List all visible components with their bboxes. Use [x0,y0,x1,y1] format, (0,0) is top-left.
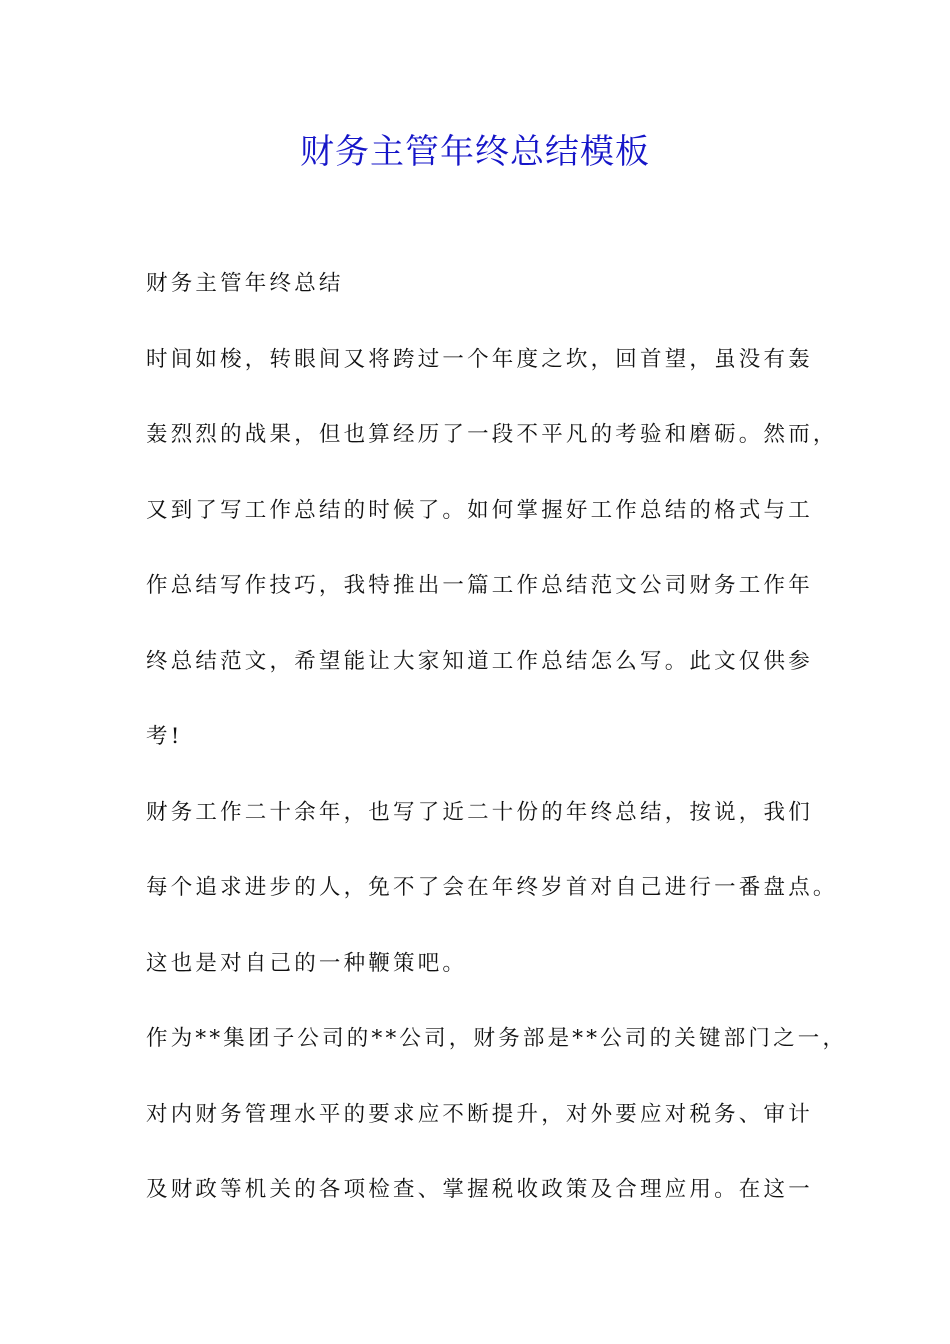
paragraph-line: 轰烈烈的战果，但也算经历了一段不平凡的考验和磨砺。然而， [146,422,838,447]
paragraph-line: 时间如梭，转眼间又将跨过一个年度之坎，回首望，虽没有轰 [146,346,813,372]
paragraph-line: 财务工作二十余年，也写了近二十份的年终总结，按说，我们 [146,799,813,825]
paragraph-line: 每个追求进步的人，免不了会在年终岁首对自己进行一番盘点。 [146,875,838,900]
document-title: 财务主管年终总结模板 [300,132,650,172]
paragraph-line: 这也是对自己的一种鞭策吧。 [146,950,468,976]
paragraph-line: 作为**集团子公司的**公司，财务部是**公司的关键部门之一， [146,1026,848,1051]
paragraph-line: 及财政等机关的各项检查、掌握税收政策及合理应用。在这一 [146,1177,813,1202]
paragraph-line: 又到了写工作总结的时候了。如何掌握好工作总结的格式与工 [146,497,813,523]
paragraph-line: 终总结范文，希望能让大家知道工作总结怎么写。此文仅供参 [146,648,813,674]
paragraph-line: 作总结写作技巧，我特推出一篇工作总结范文公司财务工作年 [146,573,813,598]
document-body [146,262,848,1244]
subtitle-line: 财务主管年终总结 [146,271,344,296]
paragraph-line: 考! [146,724,183,749]
paragraph-line: 对内财务管理水平的要求应不断提升，对外要应对税务、审计 [146,1101,813,1127]
